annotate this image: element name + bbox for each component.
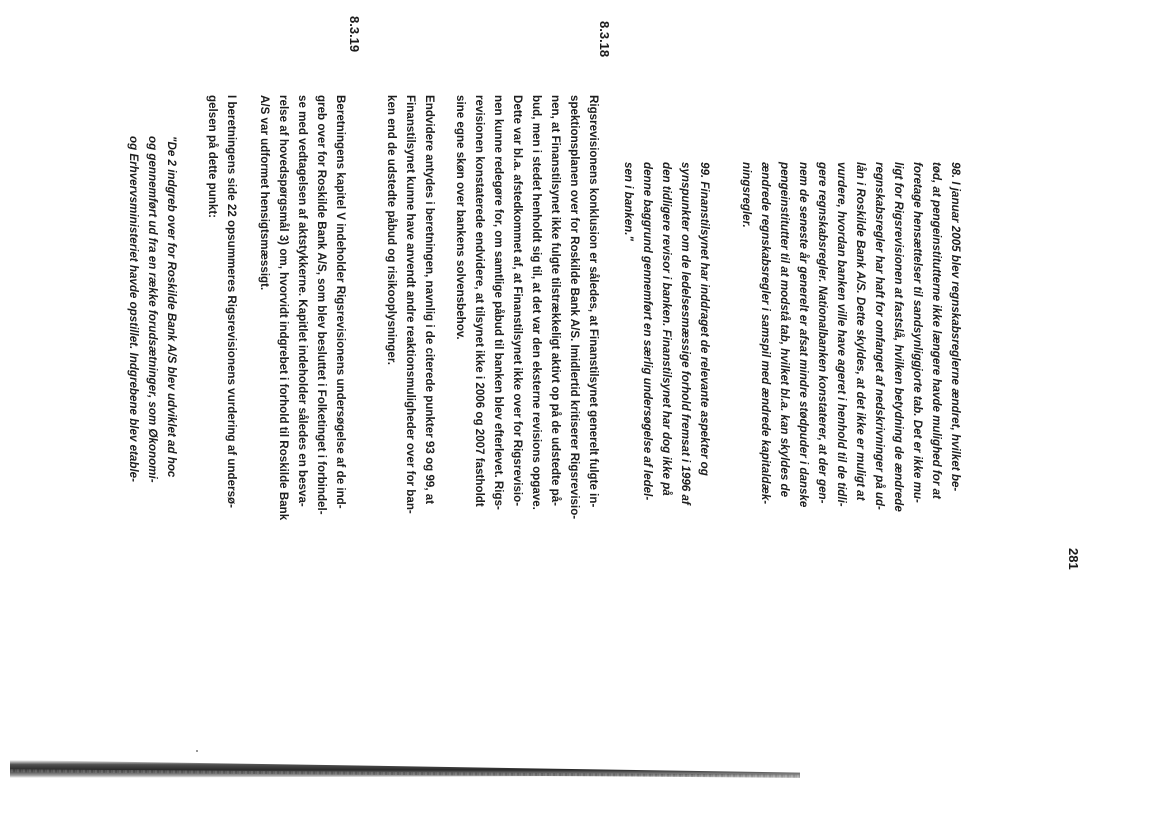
text-line: Rigsrevisionens konklusion er således, at Finanstilsynet generelt fulgte in- bbox=[587, 95, 600, 508]
text-line: 98. I januar 2005 blev regnskabsreglerne ændret, hvilket be- bbox=[949, 162, 962, 492]
text-line: bud, men i stedet henholdt sig til, at det var den eksterne revisions opgave. bbox=[530, 95, 543, 510]
page-number: 281 bbox=[1066, 548, 1081, 570]
text-line: sine egne skøn over bankens solvensbehov. bbox=[454, 95, 467, 340]
text-line: og gennemført ud fra en række forudsætninger, som Økonomi- bbox=[146, 136, 159, 483]
text-line: gelsen på dette punkt: bbox=[206, 95, 219, 219]
text-line: Finanstilsynet kunne have anvendt andre reaktionsmuligheder over for ban- bbox=[404, 95, 417, 514]
quote-98 bbox=[737, 162, 965, 537]
text-line: 99. Finanstilsynet har inddraget de relevante aspekter og bbox=[698, 162, 711, 476]
section-number: 8.3.19 bbox=[347, 16, 362, 53]
text-line: og Erhvervsministeriet havde opstillet. Indgrebene blev etable- bbox=[127, 136, 140, 482]
text-line: I beretningens side 22 opsummeres Rigsrevisionens vurdering af undersø- bbox=[225, 95, 238, 508]
text-line: ken end de udstedte påbud og risikooplysninger. bbox=[385, 95, 398, 365]
text-line: vurdere, hvordan banken ville have ageret i henhold til de tidli- bbox=[835, 162, 848, 507]
text-line: relse af hovedspørgsmål 3) om, hvorvidt indgrebet i forhold til Roskilde Bank bbox=[277, 95, 290, 521]
paragraph-chapter-v bbox=[255, 95, 350, 569]
paragraph-furthermore bbox=[382, 95, 439, 555]
text-line: foretage hensættelser til sandsynliggjorte tab. Det er ikke mu- bbox=[911, 162, 924, 503]
text-line: Dette var bl.a. afstedkommet af, at Finanstilsynet ikke over for Rigsrevisio- bbox=[511, 95, 524, 507]
scan-speck bbox=[196, 750, 198, 752]
text-line: synspunkter om de ledelsesmæssige forhold fremsat i 1996 af bbox=[679, 162, 692, 505]
text-line: denne baggrund gennemført en særlig undersøgelse af ledel- bbox=[641, 162, 654, 501]
text-line: ændrede regnskabsregler i samspil med ændrede kapitaldæk- bbox=[759, 162, 772, 505]
text-line: greb over for Roskilde Bank A/S, som blev besluttet i Folketinget i forbindel- bbox=[315, 95, 328, 515]
text-line: Endvidere antydes i beretningen, navnlig i de citerede punkter 93 og 99, at bbox=[423, 95, 436, 505]
text-line: Beretningens kapitel V indeholder Rigsrevisionens undersøgelse af de ind- bbox=[334, 95, 347, 509]
text-line: se med vedtagelsen af aktstykkerne. Kapitlet indeholder således en besva- bbox=[296, 95, 309, 507]
text-line: nen, at Finanstilsynet ikke fulgte tilstrækkeligt aktivt op på de udstedte på- bbox=[549, 95, 562, 507]
text-line: revisionen konstaterede endvidere, at tilsynet ikke i 2006 og 2007 fastholdt bbox=[473, 95, 486, 507]
text-line: ligt for Rigsrevisionen at fastslå, hvilken betydning de ændrede bbox=[892, 162, 905, 512]
text-line: "De 2 indgreb over for Roskilde Bank A/S blev udviklet ad hoc bbox=[165, 136, 178, 478]
paragraph-summary bbox=[203, 95, 241, 575]
text-line: A/S var udformet hensigtsmæssigt. bbox=[258, 95, 271, 291]
text-line: tød, at pengeinstitutterne ikke længere havde mulighed for at bbox=[930, 162, 943, 499]
text-line: lån i Roskilde Bank A/S. Dette skyldes, at det ikke er muligt at bbox=[854, 162, 867, 501]
paragraph-conclusion bbox=[451, 95, 603, 585]
text-line: pengeinstitutter til at modstå tab, hvilket bl.a. kan skyldes de bbox=[778, 162, 791, 498]
text-line: gere regnskabsregler. Nationalbanken konstaterer, at der gen- bbox=[816, 162, 829, 504]
text-line: spektionsplanen over for Roskilde Bank A/S. Imidlertid kritiserer Rigsrevisio- bbox=[568, 95, 581, 520]
text-line: nem de seneste år generelt er afsat mindre stødpuder i danske bbox=[797, 162, 810, 508]
text-line: ningsregler. bbox=[740, 162, 753, 228]
quote-final bbox=[124, 136, 181, 506]
text-line: nen kunne redegøre for, om samtlige påbud til banken blev efterlevet. Rigs- bbox=[492, 95, 505, 510]
text-line: den tidligere revisor i banken. Finanstilsynet har dog ikke på bbox=[660, 162, 673, 496]
quote-99 bbox=[619, 162, 714, 540]
text-line: regnskabsregler har haft for omfanget af nedskrivninger på ud- bbox=[873, 162, 886, 510]
section-number: 8.3.18 bbox=[597, 21, 612, 58]
text-line: sen i banken." bbox=[622, 162, 635, 241]
